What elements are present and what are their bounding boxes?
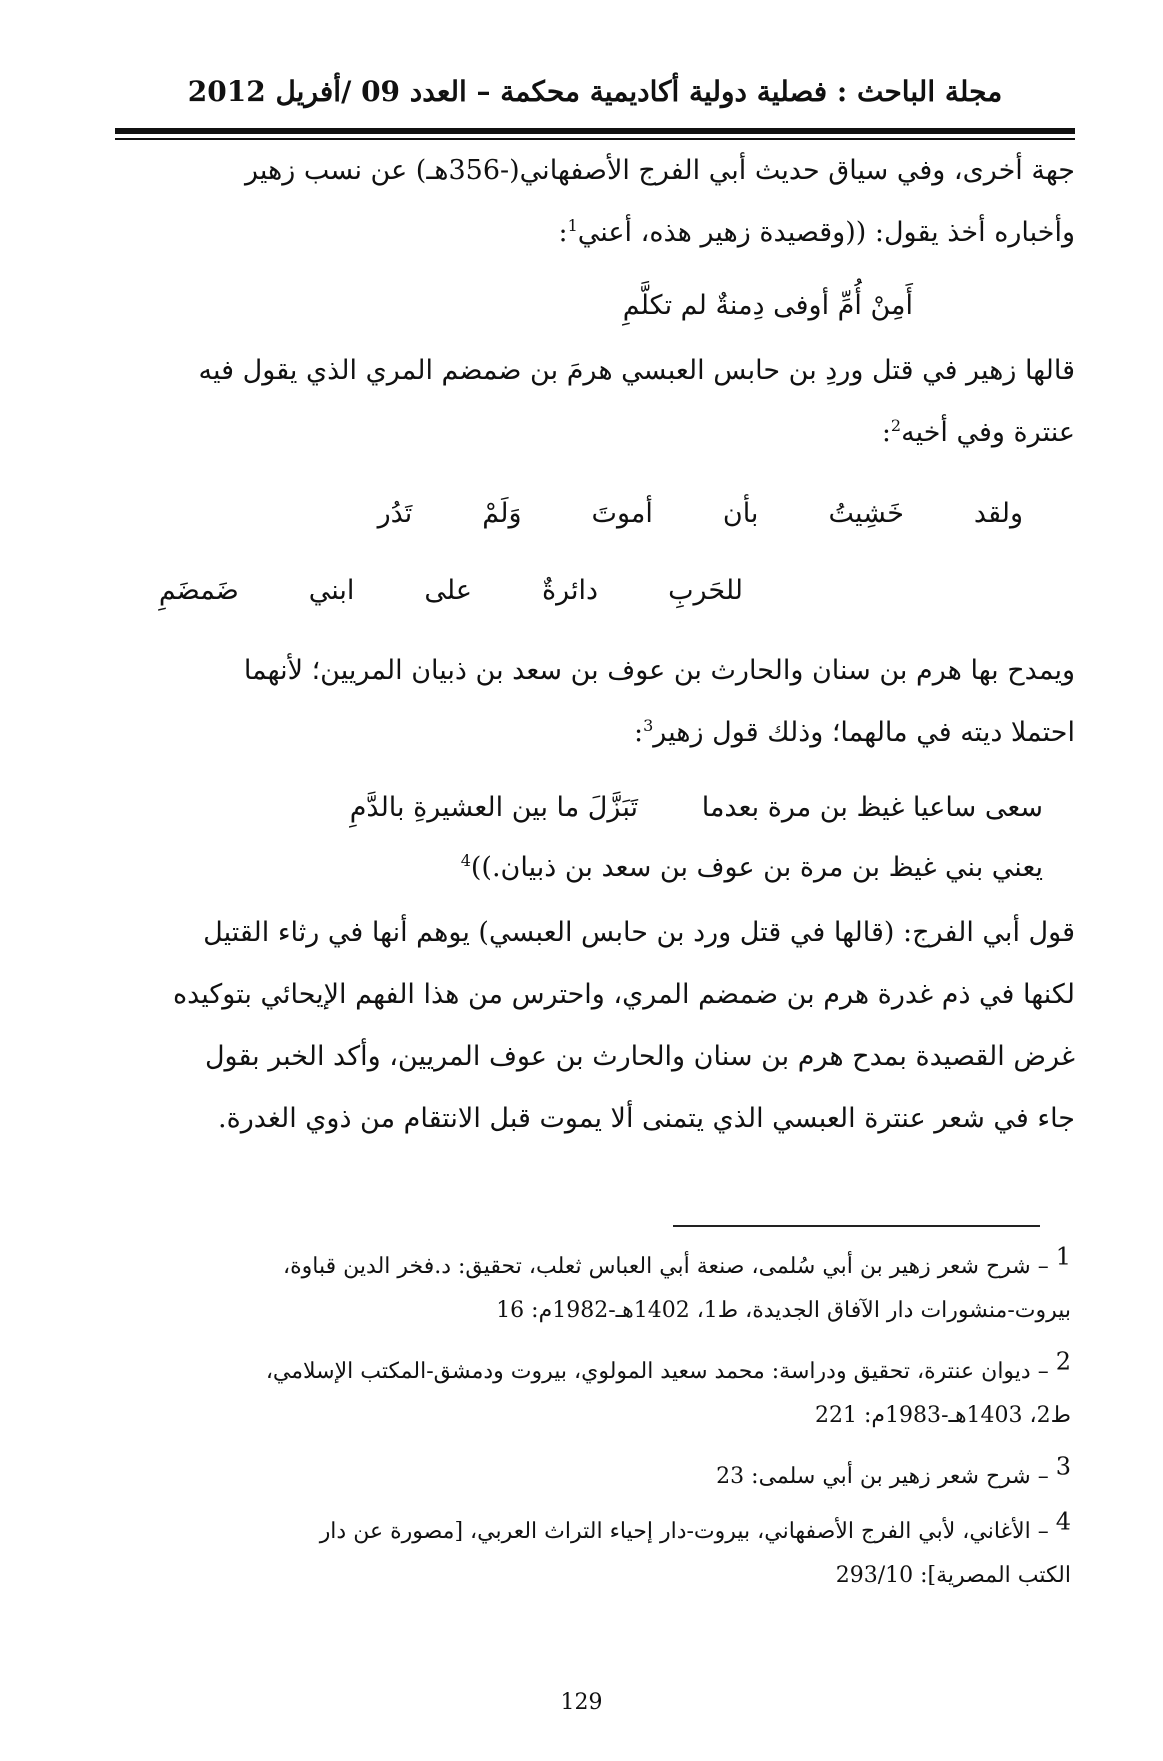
verse-3-hemistich-1: سعى ساعيا غيظ بن مرة بعدما [701,792,1043,823]
verse-2b-word-2: دائرةٌ [541,575,599,606]
footnote-2-line-1 [141,1347,1071,1394]
footnote-1-number: 1 [1055,1242,1071,1271]
footnote-2-number: 2 [1055,1347,1071,1376]
footnote-1 [141,1242,1071,1333]
page-number: 129 [560,1690,603,1715]
paragraph-2-line-1: قالها زهير في قتل وردِ بن حابس العبسي هرمَ بن ضمضم المري الذي يقول فيه [198,355,1075,386]
paragraph-3 [115,640,1075,764]
footnote-4-line-1 [141,1507,1071,1554]
footnote-2-text: – ديوان عنترة، تحقيق ودراسة: محمد سعيد المولوي، بيروت ودمشق-المكتب الإسلامي، [265,1359,1049,1384]
paragraph-3-line-2 [115,702,1075,764]
paragraph-5-line-2: لكنها في ذم غدرة هرم بن ضمضم المري، واحترس من هذا الفهم الإيحائي بتوكيده [172,979,1075,1010]
footnote-ref-2: 2 [890,416,902,435]
footnote-1-text: – شرح شعر زهير بن أبي سُلمى، صنعة أبي العباس ثعلب، تحقيق: د.فخر الدين قباوة، [283,1254,1049,1279]
footnote-3-line-1 [141,1452,1071,1499]
footnote-2-line-2: ط2، 1403هـ-1983م: 221 [815,1403,1071,1428]
verse-2b-word-1: للحَربِ [668,575,743,606]
paragraph-3-line-1: ويمدح بها هرم بن سنان والحارث بن عوف بن سعد بن ذبيان المريين؛ لأنهما [243,655,1075,686]
footnote-3-text: – شرح شعر زهير بن أبي سلمى: 23 [716,1464,1049,1489]
paragraph-1-line-2 [115,202,1075,264]
verse-2a-word-3: بأن [722,498,759,529]
paragraph-2-line-2-text: عنترة وفي أخيه [901,417,1075,448]
paragraph-3-line-2-text: احتملا ديته في مالهما؛ وذلك قول زهير [653,717,1075,748]
verse-2a-word-5: وَلَمْ [482,498,522,529]
paragraph-1-line-2-end: : [558,217,568,248]
paragraph-5-line-3: غرض القصيدة بمدح هرم بن سنان والحارث بن عوف المريين، وأكد الخبر بقول [204,1041,1075,1072]
footnote-2 [141,1347,1071,1438]
footnote-ref-3: 3 [643,716,654,735]
verse-2-line-2 [89,565,743,617]
footnote-4-text: – الأغاني، لأبي الفرج الأصفهاني، بيروت-دار إحياء التراث العربي، [مصورة عن دار [319,1519,1049,1544]
verse-2a-word-2: خَشِيتُ [828,498,904,529]
footnote-4 [141,1507,1071,1598]
paragraph-3-line-2-end: : [633,717,644,748]
paragraph-4-line-1 [461,842,1043,894]
paragraph-5-line-4: جاء في شعر عنترة العبسي الذي يتمنى ألا يموت قبل الانتقام من ذوي الغدرة. [218,1103,1075,1134]
verse-2b-word-3: على [424,575,472,606]
verse-2a-word-1: ولقد [973,498,1023,529]
verse-2b-word-4: ابني [308,575,355,606]
paragraph-5 [115,902,1075,1150]
journal-header: مجلة الباحث : فصلية دولية أكاديمية محكمة – العدد 09 /أفريل 2012 [187,75,1003,108]
footnote-ref-4: 4 [460,851,471,870]
paragraph-2-line-2 [115,402,1075,464]
footnote-3 [141,1452,1071,1499]
paragraph-4-text: يعني بني غيظ بن مرة بن عوف بن سعد بن ذبيان.)) [470,852,1043,883]
verse-1: أَمِنْ أُمِّ أوفى دِمنةٌ لم تكلَّمِ [622,290,913,321]
footnote-4-number: 4 [1055,1507,1071,1536]
paragraph-2 [115,340,1075,464]
verse-3-hemistich-2: تَبَزَّلَ ما بين العشيرةِ بالدَّمِ [349,792,638,823]
paragraph-1-line-2-text: وأخباره أخذ يقول: ((وقصيدة زهير هذه، أعني [577,217,1075,248]
paragraph-1 [115,140,1075,264]
verse-2b-word-5: ضَمضَمِ [158,575,239,606]
footnote-1-line-2: بيروت-منشورات دار الآفاق الجديدة، ط1، 1402هـ-1982م: 16 [496,1298,1071,1323]
paragraph-1-line-1: جهة أخرى، وفي سياق حديث أبي الفرج الأصفهاني(-356هـ) عن نسب زهير [244,155,1075,186]
verse-2a-word-6: تَدُر [377,498,413,529]
paragraph-5-line-1: قول أبي الفرج: (قالها في قتل ورد بن حابس العبسي) يوهم أنها في رثاء القتيل [203,917,1075,948]
footnote-ref-1: 1 [567,216,578,235]
paragraph-2-line-2-end: : [881,417,891,448]
verse-2-line-1 [308,488,1023,540]
footnote-4-line-2: الكتب المصرية]: 293/10 [835,1563,1071,1588]
footnote-3-number: 3 [1055,1452,1071,1481]
footnote-1-line-1 [141,1242,1071,1289]
verse-2a-word-4: أموتَ [591,498,653,529]
header-rule-thick [115,128,1075,134]
footnote-separator [673,1225,1040,1227]
